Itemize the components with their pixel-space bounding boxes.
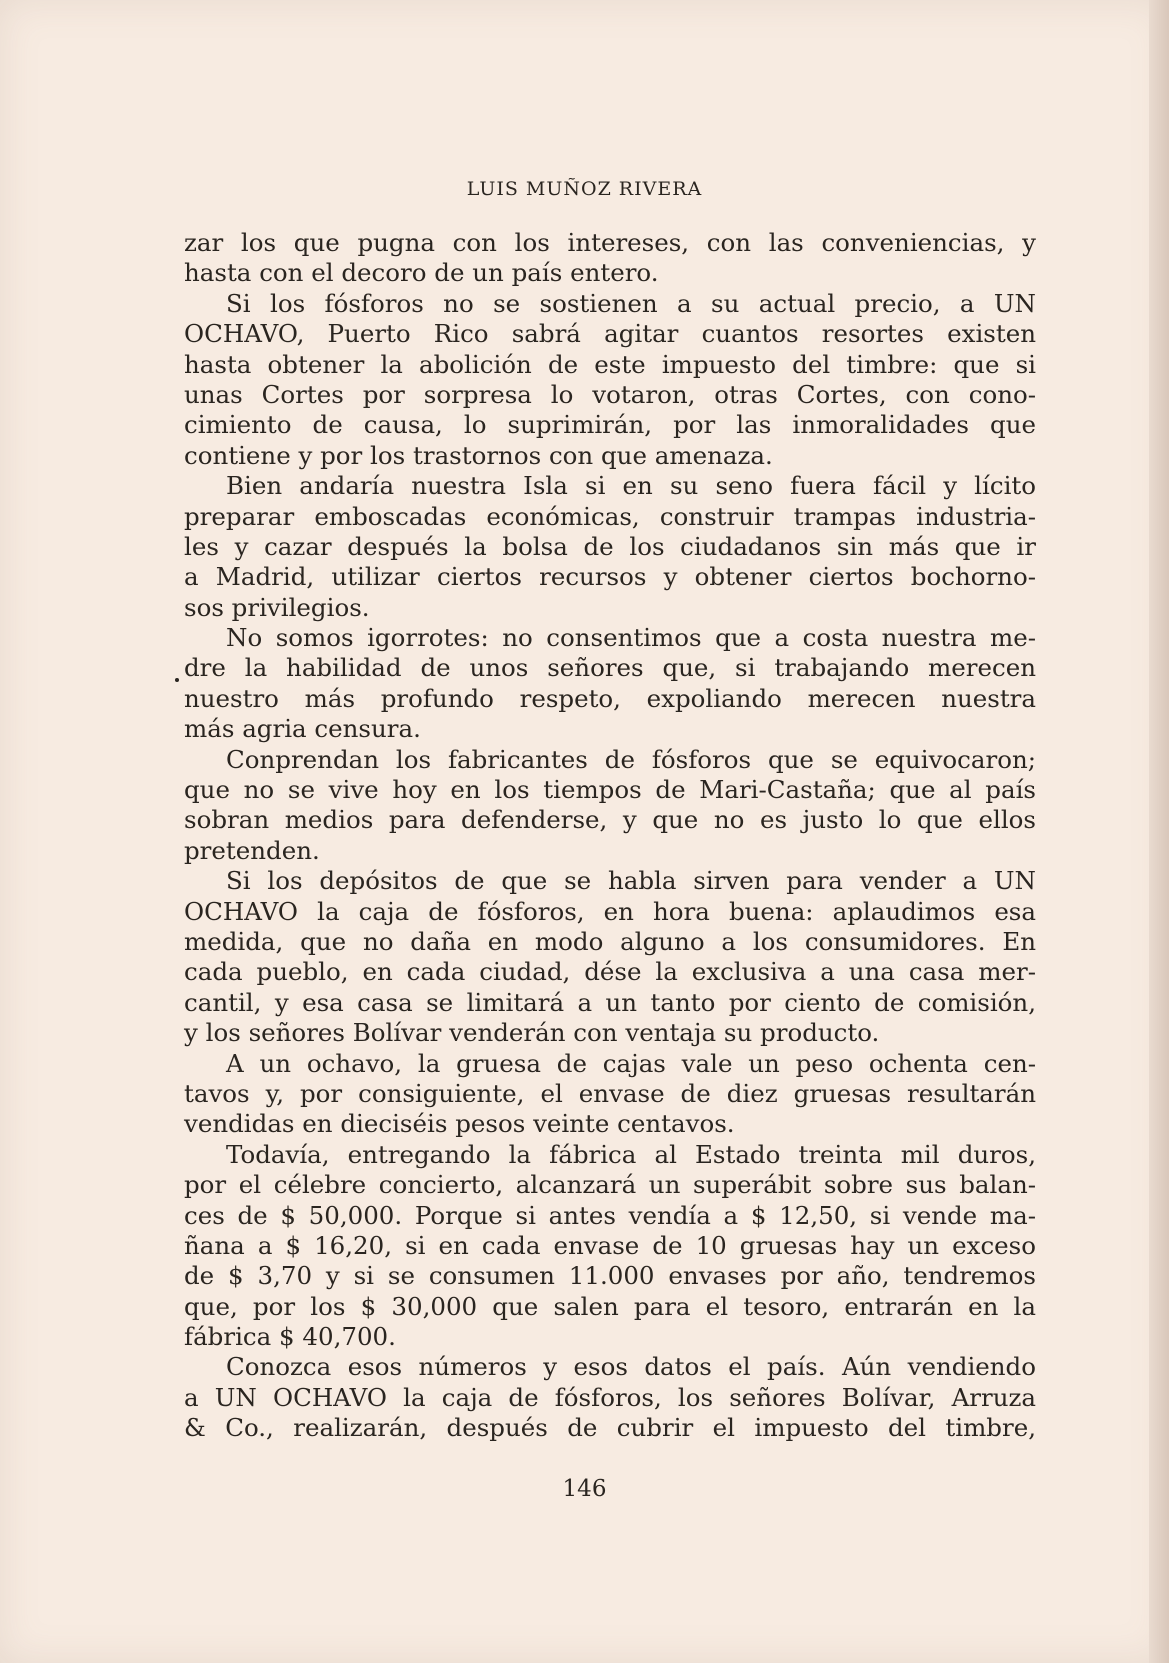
text-line: hasta obtener la abolición de este impuesto del timbre: que si (184, 349, 1036, 379)
text-line: ces de $ 50,000. Porque si antes vendía a $ 12,50, si vende ma- (184, 1200, 1036, 1230)
text-line: nuestro más profundo respeto, expoliando merecen nuestra (184, 683, 1036, 713)
text-line: OCHAVO, Puerto Rico sabrá agitar cuantos resortes existen (184, 319, 1036, 349)
text-line: zar los que pugna con los intereses, con las conveniencias, y (184, 228, 1036, 257)
text-line: Si los fósforos no se sostienen a su actual precio, a UN (226, 288, 1036, 318)
text-line: medida, que no daña en modo alguno a los consumidores. En (184, 926, 1036, 956)
text-line: por el célebre concierto, alcanzará un superábit sobre sus balan- (184, 1170, 1036, 1200)
text-line: les y cazar después la bolsa de los ciudadanos sin más que ir (184, 531, 1036, 561)
text-line: Conozca esos números y esos datos el país. Aún vendiendo (226, 1352, 1036, 1382)
text-line: Si los depósitos de que se habla sirven para vender a UN (226, 866, 1036, 896)
text-line: unas Cortes por sorpresa lo votaron, otras Cortes, con cono- (184, 379, 1036, 409)
text-line: sos privilegios. (184, 592, 370, 622)
page-edge (1149, 0, 1169, 1663)
body-text (184, 228, 1036, 1444)
text-line: A un ochavo, la gruesa de cajas vale un peso ochenta cen- (226, 1048, 1036, 1078)
margin-mark (175, 678, 179, 682)
running-head: LUIS MUÑOZ RIVERA (466, 178, 703, 200)
text-line: Conprendan los fabricantes de fósforos que se equivocaron; (226, 744, 1036, 774)
text-line: preparar emboscadas económicas, construir trampas industria- (184, 501, 1036, 531)
text-line: pretenden. (184, 835, 320, 865)
text-line: contiene y por los trastornos con que amenaza. (184, 440, 773, 470)
text-line: dre la habilidad de unos señores que, si trabajando merecen (184, 653, 1036, 683)
text-line: No somos igorrotes: no consentimos que a costa nuestra me- (226, 623, 1036, 653)
text-line: sobran medios para defenderse, y que no es justo lo que ellos (184, 805, 1036, 835)
text-line: a Madrid, utilizar ciertos recursos y obtener ciertos bochorno- (184, 562, 1036, 592)
text-line: OCHAVO la caja de fósforos, en hora buena: aplaudimos esa (184, 896, 1036, 926)
text-line: y los señores Bolívar venderán con ventaja su producto. (184, 1018, 880, 1048)
text-line: ñana a $ 16,20, si en cada envase de 10 gruesas hay un exceso (184, 1230, 1036, 1260)
text-line: que, por los $ 30,000 que salen para el tesoro, entrarán en la (184, 1291, 1036, 1321)
text-line: fábrica $ 40,700. (184, 1322, 396, 1352)
text-line: Bien andaría nuestra Isla si en su seno fuera fácil y lícito (226, 471, 1036, 501)
text-line: vendidas en dieciséis pesos veinte centavos. (184, 1109, 735, 1139)
text-line: cantil, y esa casa se limitará a un tanto por ciento de comisión, (184, 987, 1036, 1017)
text-line: & Co., realizarán, después de cubrir el impuesto del timbre, (184, 1413, 1036, 1443)
page-number: 146 (562, 1476, 607, 1502)
text-line: de $ 3,70 y si se consumen 11.000 envases por año, tendremos (184, 1261, 1036, 1291)
text-line: tavos y, por consiguiente, el envase de diez gruesas resultarán (184, 1078, 1036, 1108)
text-line: que no se vive hoy en los tiempos de Mari-Castaña; que al país (184, 775, 1036, 805)
text-line: a UN OCHAVO la caja de fósforos, los señores Bolívar, Arruza (184, 1382, 1036, 1412)
text-line: hasta con el decoro de un país entero. (184, 258, 659, 288)
text-line: Todavía, entregando la fábrica al Estado treinta mil duros, (226, 1139, 1036, 1169)
text-line: cimiento de causa, lo suprimirán, por las inmoralidades que (184, 410, 1036, 440)
text-line: cada pueblo, en cada ciudad, dése la exclusiva a una casa mer- (184, 957, 1036, 987)
text-line: más agria censura. (184, 714, 421, 744)
